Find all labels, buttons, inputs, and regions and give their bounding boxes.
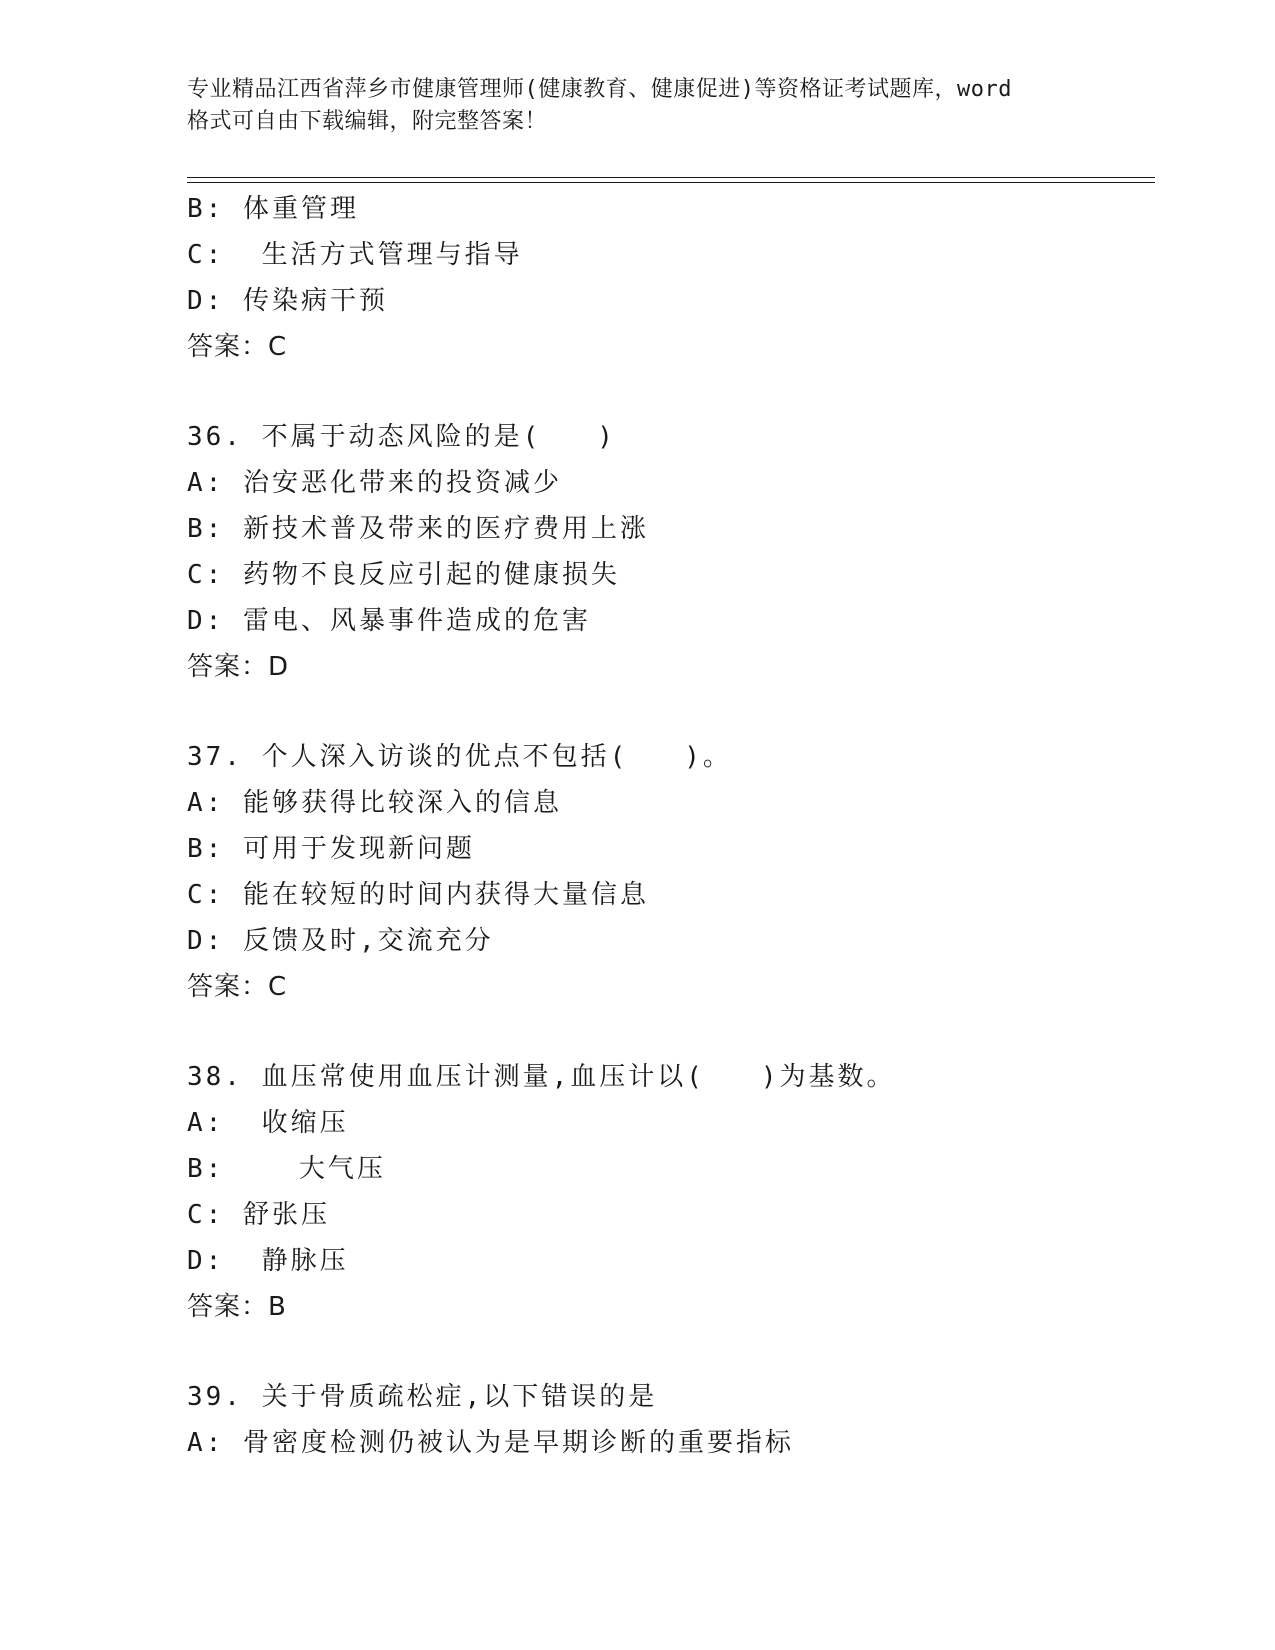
option-line: D: 传染病干预 (187, 286, 388, 316)
answer-line: 答案：B (187, 1292, 287, 1322)
option-line: B: 新技术普及带来的医疗费用上涨 (187, 514, 649, 544)
question-block-36 (187, 414, 1147, 690)
header-rule-bottom (187, 182, 1155, 183)
answer-line: 答案：C (187, 332, 288, 362)
option-line: B: 可用于发现新问题 (187, 834, 475, 864)
option-line: C: 生活方式管理与指导 (187, 240, 523, 270)
question-block-37 (187, 734, 1147, 1010)
question-block-39 (187, 1374, 1147, 1466)
option-line: C: 药物不良反应引起的健康损失 (187, 560, 620, 590)
option-line: C: 舒张压 (187, 1200, 330, 1230)
option-line: B: 体重管理 (187, 194, 359, 224)
spacer (187, 370, 1147, 414)
option-line: D: 雷电、风暴事件造成的危害 (187, 606, 591, 636)
document-header (187, 74, 1087, 138)
spacer (187, 1330, 1147, 1374)
question-stem: 36. 不属于动态风险的是( ) (187, 422, 616, 452)
option-line: A: 收缩压 (187, 1108, 349, 1138)
question-list (187, 186, 1147, 1466)
option-line: B: 大气压 (187, 1154, 386, 1184)
question-stem: 39. 关于骨质疏松症,以下错误的是 (187, 1382, 658, 1412)
option-line: A: 骨密度检测仍被认为是早期诊断的重要指标 (187, 1428, 794, 1458)
header-line-1: 专业精品江西省萍乡市健康管理师(健康教育、健康促进)等资格证考试题库，word (187, 77, 1012, 102)
option-line: D: 反馈及时,交流充分 (187, 926, 494, 956)
question-stem: 38. 血压常使用血压计测量,血压计以( )为基数。 (187, 1062, 896, 1092)
spacer (187, 690, 1147, 734)
question-stem: 37. 个人深入访谈的优点不包括( )。 (187, 742, 732, 772)
option-line: C: 能在较短的时间内获得大量信息 (187, 880, 649, 910)
answer-line: 答案：D (187, 652, 290, 682)
option-line: A: 治安恶化带来的投资减少 (187, 468, 562, 498)
answer-line: 答案：C (187, 972, 288, 1002)
question-block-continued (187, 186, 1147, 370)
header-line-2: 格式可自由下载编辑，附完整答案！ (187, 109, 548, 134)
spacer (187, 1010, 1147, 1054)
question-block-38 (187, 1054, 1147, 1330)
header-rule-top (187, 177, 1155, 178)
option-line: D: 静脉压 (187, 1246, 349, 1276)
option-line: A: 能够获得比较深入的信息 (187, 788, 562, 818)
